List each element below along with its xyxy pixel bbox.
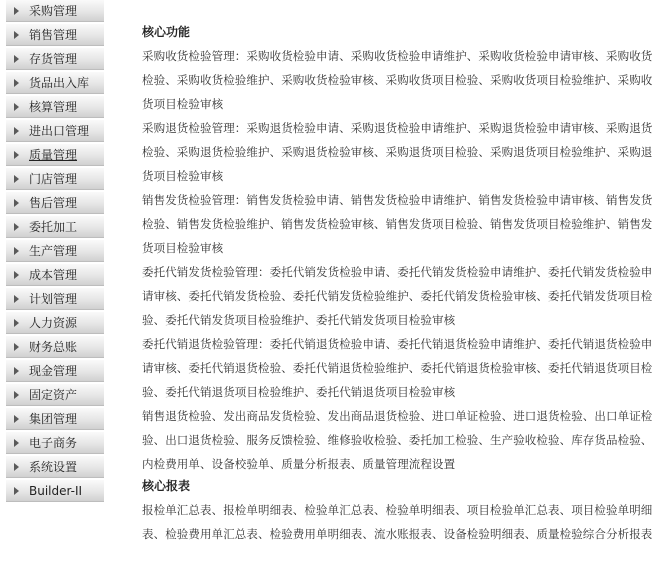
sidebar-item-settings[interactable] [6,456,104,478]
sidebar-item-label: 门店管理 [29,172,78,186]
sidebar-item-hr[interactable] [6,312,104,334]
arrow-right-icon [14,439,19,447]
sidebar-item-label: 成本管理 [29,268,78,282]
arrow-right-icon [14,199,19,207]
sidebar-item-label: 人力资源 [29,316,78,330]
sidebar-nav [6,0,104,504]
core-functions-title: 核心功能 [142,25,191,39]
sidebar-item-label: 进出口管理 [29,124,90,138]
purchase-return-inspection-paragraph: 采购退货检验管理：采购退货检验申请、采购退货检验申请维护、采购退货检验申请审核、采购退货检验、采购退货检验维护、采购退货检验审核、采购退货项目检验、采购退货项目检验维护、采购退货项目检验审核 [142,121,653,183]
sidebar-item-cash[interactable] [6,360,104,382]
sidebar-item-label: Builder-II [29,483,83,498]
sidebar-item-general-ledger[interactable] [6,336,104,358]
arrow-right-icon [14,247,19,255]
sidebar-item-cost[interactable] [6,264,104,286]
arrow-right-icon [14,367,19,375]
sidebar-item-store[interactable] [6,168,104,190]
sales-delivery-inspection-paragraph: 销售发货检验管理：销售发货检验申请、销售发货检验申请维护、销售发货检验申请审核、销售发货检验、销售发货检验维护、销售发货检验审核、销售发货项目检验、销售发货项目检验维护、销售发货项目检验审核 [142,193,653,255]
sidebar-item-label: 核算管理 [29,100,78,114]
consignment-delivery-inspection-paragraph: 委托代销发货检验管理：委托代销发货检验申请、委托代销发货检验申请维护、委托代销发货检验申请审核、委托代销发货检验、委托代销发货检验维护、委托代销发货检验审核、委托代销发货项目检验、委托代销发货项目检验维护、委托代销发货项目检验审核 [142,265,653,327]
sidebar-item-label: 质量管理 [29,148,78,162]
other-inspections-paragraph: 销售退货检验、发出商品发货检验、发出商品退货检验、进口单证检验、进口退货检验、出口单证检验、出口退货检验、服务反馈检验、维修验收检验、委托加工检验、生产验收检验、库存货品检验、内检费用单、设备校验单、质量分析报表、质量管理流程设置 [142,409,653,471]
sidebar-item-accounting[interactable] [6,96,104,118]
arrow-right-icon [14,127,19,135]
arrow-right-icon [14,271,19,279]
arrow-right-icon [14,223,19,231]
arrow-right-icon [14,343,19,351]
sidebar-item-label: 存货管理 [29,52,78,66]
sidebar-item-label: 货品出入库 [29,76,90,90]
sidebar-item-fixed-assets[interactable] [6,384,104,406]
sidebar-item-goods-in-out[interactable] [6,72,104,94]
sidebar-item-group[interactable] [6,408,104,430]
consignment-return-inspection-paragraph: 委托代销退货检验管理：委托代销退货检验申请、委托代销退货检验申请维护、委托代销退货检验申请审核、委托代销退货检验、委托代销退货检验维护、委托代销退货检验审核、委托代销退货项目检验、委托代销退货项目检验维护、委托代销退货项目检验审核 [142,337,653,399]
purchase-receipt-inspection-paragraph: 采购收货检验管理：采购收货检验申请、采购收货检验申请维护、采购收货检验申请审核、采购收货检验、采购收货检验维护、采购收货检验审核、采购收货项目检验、采购收货项目检验维护、采购收货项目检验审核 [142,49,653,111]
sidebar-item-label: 系统设置 [29,460,78,474]
sidebar-item-sales[interactable] [6,24,104,46]
sidebar-item-production[interactable] [6,240,104,262]
sidebar-item-planning[interactable] [6,288,104,310]
sidebar-item-label: 现金管理 [29,364,78,378]
arrow-right-icon [14,103,19,111]
arrow-right-icon [14,295,19,303]
arrow-right-icon [14,55,19,63]
sidebar-item-label: 委托加工 [29,220,78,234]
sidebar-item-label: 售后管理 [29,196,78,210]
sidebar-item-label: 财务总账 [29,340,78,354]
arrow-right-icon [14,319,19,327]
sidebar-item-label: 采购管理 [29,4,78,18]
arrow-right-icon [14,175,19,183]
sidebar-item-label: 计划管理 [29,292,78,306]
sidebar-item-label: 集团管理 [29,412,78,426]
arrow-right-icon [14,487,19,495]
sidebar-item-outsourcing[interactable] [6,216,104,238]
core-reports-paragraph: 报检单汇总表、报检单明细表、检验单汇总表、检验单明细表、项目检验单汇总表、项目检验单明细表、检验费用单汇总表、检验费用单明细表、流水账报表、设备检验明细表、质量检验综合分析报表 [142,503,653,541]
sidebar-item-label: 销售管理 [29,28,78,42]
arrow-right-icon [14,31,19,39]
arrow-right-icon [14,391,19,399]
arrow-right-icon [14,415,19,423]
sidebar-item-after-sales[interactable] [6,192,104,214]
sidebar-item-label: 生产管理 [29,244,78,258]
core-reports-title: 核心报表 [142,479,191,493]
arrow-right-icon [14,7,19,15]
arrow-right-icon [14,151,19,159]
sidebar-item-quality[interactable] [6,144,104,166]
arrow-right-icon [14,79,19,87]
sidebar-item-builder[interactable] [6,480,104,502]
main-content [142,22,662,546]
sidebar-item-label: 电子商务 [29,436,78,450]
arrow-right-icon [14,463,19,471]
sidebar-item-label: 固定资产 [29,388,78,402]
sidebar-item-import-export[interactable] [6,120,104,142]
sidebar-item-inventory[interactable] [6,48,104,70]
sidebar-item-ecommerce[interactable] [6,432,104,454]
sidebar-item-purchase[interactable] [6,0,104,22]
